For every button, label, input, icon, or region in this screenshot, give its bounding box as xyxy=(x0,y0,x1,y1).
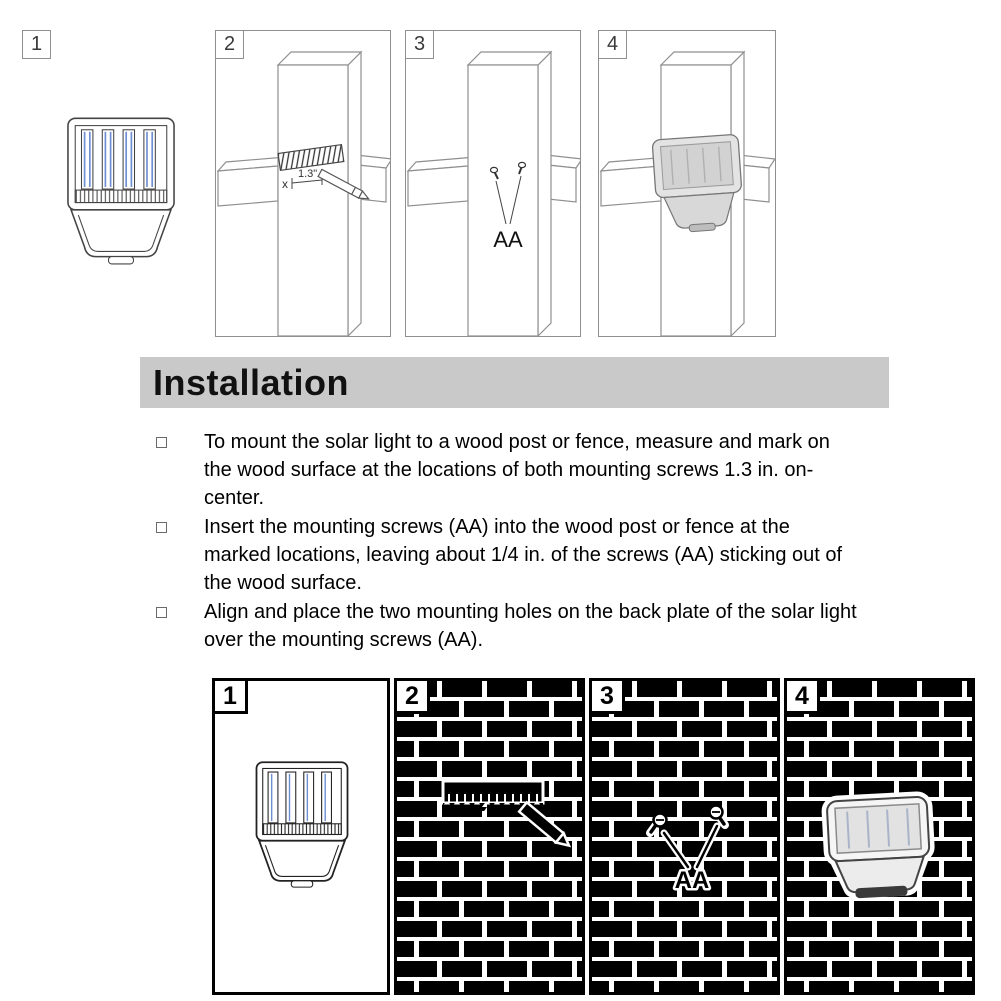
wood-step-3-panel xyxy=(405,30,581,337)
step-number-badge xyxy=(589,678,625,714)
step-number-badge xyxy=(215,30,244,59)
solar-light-drawing xyxy=(244,755,360,889)
step-number-badge xyxy=(212,678,248,714)
post-and-rail xyxy=(408,52,580,336)
step-number: 4 xyxy=(606,33,619,55)
step-number: 3 xyxy=(413,33,426,55)
screw-label: AA xyxy=(493,227,523,252)
brick-step-4-panel xyxy=(784,678,975,995)
brick-wall xyxy=(592,681,777,992)
step-number-badge xyxy=(394,678,430,714)
instruction-item xyxy=(156,598,876,654)
dimension-label: 1.3" xyxy=(298,168,318,180)
instruction-text: Align and place the two mounting holes on the back plate of the solar light over the mounting screws (AA). xyxy=(204,601,857,651)
instruction-list xyxy=(156,428,876,655)
square-bullet-icon xyxy=(156,607,167,618)
solar-light-drawing xyxy=(53,110,189,266)
section-title: Installation xyxy=(153,361,350,403)
screws-in-brick-diagram xyxy=(592,681,777,992)
instruction-text: To mount the solar light to a wood post or fence, measure and mark on the wood surface at the locations of both mounting screws 1.3 in. on-center. xyxy=(204,431,830,509)
square-bullet-icon xyxy=(156,522,167,533)
step-number: 1 xyxy=(223,681,237,710)
instruction-text: Insert the mounting screws (AA) into the wood post or fence at the marked locations, leaving about 1/4 in. of the screws (AA) sticking out of the wood surface. xyxy=(204,516,843,594)
step-number: 3 xyxy=(600,681,614,710)
brick-step-3-panel xyxy=(589,678,780,995)
wood-step-2-panel xyxy=(215,30,391,337)
square-bullet-icon xyxy=(156,437,167,448)
step-number: 4 xyxy=(795,681,809,710)
brick-step-1-panel xyxy=(212,678,390,995)
x-mark: x xyxy=(282,177,288,191)
step-number: 1 xyxy=(30,33,43,55)
mark-on-brick-diagram xyxy=(397,681,582,992)
tick-strip xyxy=(263,824,342,835)
wood-step-1-panel xyxy=(22,30,202,335)
step-number-badge xyxy=(598,30,627,59)
light-mounted-on-post-diagram xyxy=(599,31,775,336)
screw-label: AA xyxy=(674,867,710,894)
measure-on-post-diagram xyxy=(216,31,390,336)
step-number: 2 xyxy=(405,681,419,710)
step-number: 2 xyxy=(223,33,236,55)
mounted-light xyxy=(825,794,934,899)
instruction-item xyxy=(156,428,876,512)
section-heading-bar xyxy=(140,357,889,408)
tick-strip xyxy=(75,190,167,202)
step-number-badge xyxy=(784,678,820,714)
step-number-badge xyxy=(405,30,434,59)
step-number-badge xyxy=(22,30,51,59)
light-mounted-on-brick-diagram xyxy=(787,681,972,992)
wood-step-4-panel xyxy=(598,30,776,337)
instruction-item xyxy=(156,513,876,597)
brick-step-2-panel xyxy=(394,678,585,995)
screws-in-post-diagram xyxy=(406,31,580,336)
